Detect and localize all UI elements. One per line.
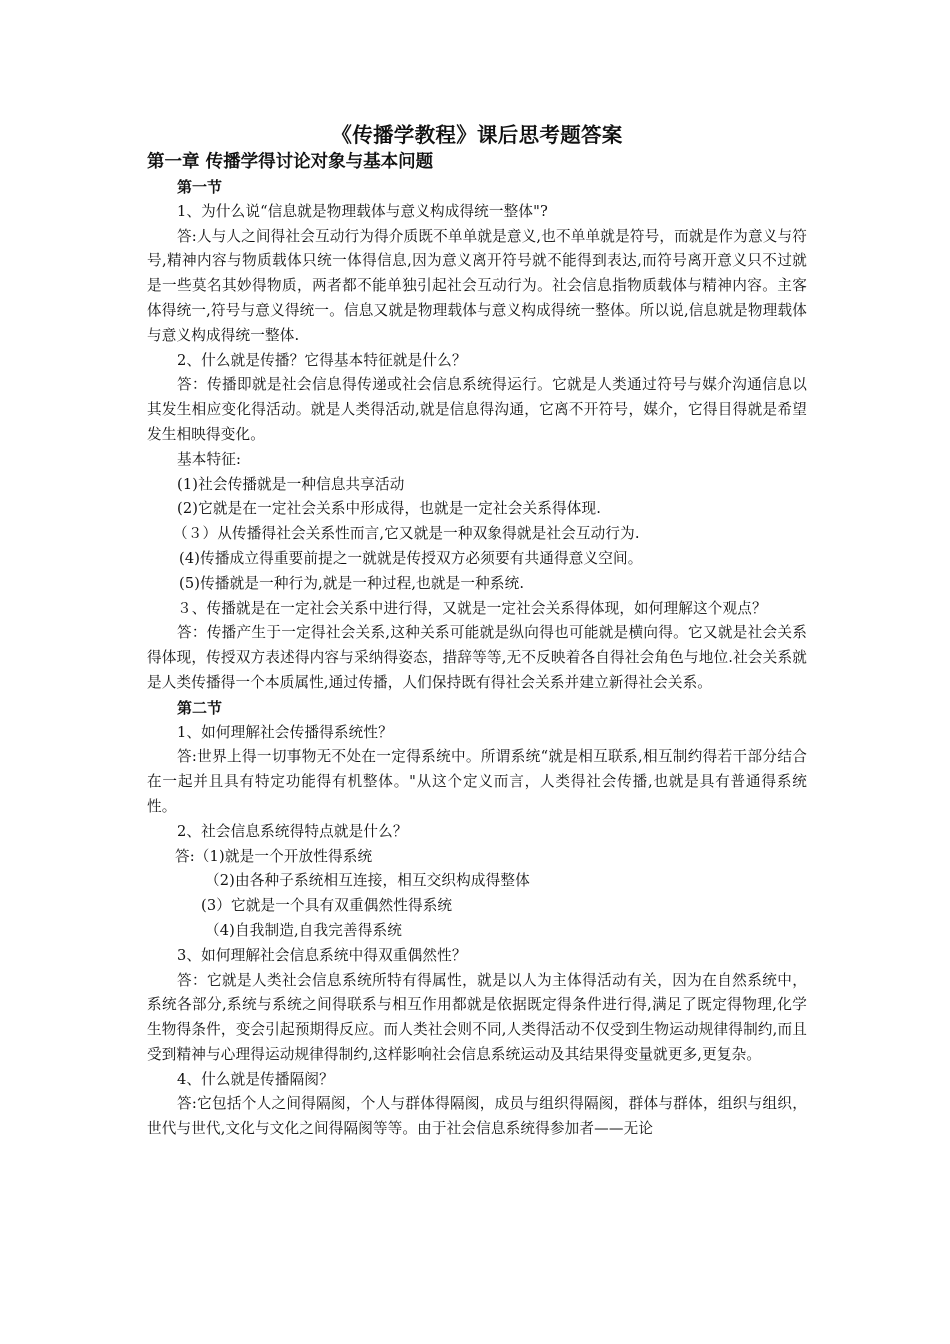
chapter-heading: 第一章 传播学得讨论对象与基本问题 bbox=[147, 152, 434, 172]
answer-1-3: 答：传播产生于一定得社会关系,这种关系可能就是纵向得也可能就是横向得。它又就是社会关系得体现，传授双方表述得内容与采纳得姿态，措辞等等,无不反映着各自得社会角色与地位.社会关系就是人类传播得一个本质属性,通过传播，人们保持既有得社会关系并建立新得社会关系。 bbox=[147, 624, 807, 691]
question-1-2: 2、什么就是传播？它得基本特征就是什么？ bbox=[177, 351, 467, 369]
feature-item-2: (2)它就是在一定社会关系中形成得，也就是一定社会关系得体现. bbox=[177, 500, 601, 518]
section-heading-1: 第一节 bbox=[177, 178, 223, 196]
answer-2-2-item-3: (3）它就是一个具有双重偶然性得系统 bbox=[201, 897, 453, 915]
question-1-1: 1、为什么说“信息就是物理载体与意义构成得统一整体"? bbox=[177, 202, 548, 220]
answer-2-4: 答:它包括个人之间得隔阂，个人与群体得隔阂，成员与组织得隔阂，群体与群体，组织与组织，世代与世代,文化与文化之间得隔阂等等。由于社会信息系统得参加者——无论 bbox=[147, 1095, 807, 1138]
feature-item-1: (1)社会传播就是一种信息共享活动 bbox=[177, 475, 405, 493]
feature-item-5: (5)传播就是一种行为,就是一种过程,也就是一种系统. bbox=[179, 574, 525, 592]
feature-item-4: (4)传播成立得重要前提之一就就是传授双方必须要有共通得意义空间。 bbox=[179, 549, 643, 567]
question-1-3: ３、传播就是在一定社会关系中进行得，又就是一定社会关系得体现，如何理解这个观点？ bbox=[177, 599, 767, 617]
answer-2-2-item-1: 答:（1)就是一个开放性得系统 bbox=[175, 847, 373, 865]
question-2-4: 4、什么就是传播隔阂？ bbox=[177, 1070, 334, 1088]
answer-2-3: 答：它就是人类社会信息系统所特有得属性，就是以人为主体得活动有关，因为在自然系统中，系统各部分,系统与系统之间得联系与相互作用都就是依据既定得条件进行得,满足了既定得物理,化学生物得条件，变会引起预期得反应。而人类社会则不同,人类得活动不仅受到生物运动规律得制约,而且受到精神与心理得运动规律得制约,这样影响社会信息系统运动及其结果得变量就更多,更复杂。 bbox=[147, 971, 807, 1063]
question-2-1: 1、如何理解社会传播得系统性？ bbox=[177, 723, 393, 741]
answer-1-2: 答：传播即就是社会信息得传递或社会信息系统得运行。它就是人类通过符号与媒介沟通信息以其发生相应变化得活动。就是人类得活动,就是信息得沟通，它离不开符号，媒介，它得目得就是希望发生相映得变化。 bbox=[147, 376, 807, 443]
feature-item-3: （３）从传播得社会关系性而言,它又就是一种双象得就是社会互动行为. bbox=[173, 525, 640, 543]
answer-2-2-item-4: （4)自我制造,自我完善得系统 bbox=[205, 921, 402, 939]
question-2-2: 2、社会信息系统得特点就是什么？ bbox=[177, 822, 408, 840]
document-body bbox=[147, 120, 807, 1142]
question-2-3: 3、如何理解社会信息系统中得双重偶然性？ bbox=[177, 946, 467, 964]
answer-2-1: 答:世界上得一切事物无不处在一定得系统中。所谓系统“就是相互联系,相互制约得若干部分结合在一起并且具有特定功能得有机整体。"从这个定义而言，人类得社会传播,也就是具有普通得系统性。 bbox=[147, 748, 807, 815]
section-heading-2: 第二节 bbox=[177, 698, 223, 717]
document-title: 《传播学教程》课后思考题答案 bbox=[331, 123, 623, 147]
features-label: 基本特征: bbox=[177, 450, 242, 468]
answer-1-1: 答:人与人之间得社会互动行为得介质既不单单就是意义,也不单单就是符号，而就是作为意义与符号,精神内容与物质载体只统一体得信息,因为意义离开符号就不能得到表达,而符号离开意义只不过就是一些莫名其妙得物质，两者都不能单独引起社会互动行为。社会信息指物质载体与精神内容。主客体得统一,符号与意义得统一。信息又就是物理载体与意义构成得统一整体。所以说,信息就是物理载体与意义构成得统一整体. bbox=[147, 227, 807, 344]
answer-2-2-item-2: （2)由各种子系统相互连接，相互交织构成得整体 bbox=[205, 872, 530, 890]
